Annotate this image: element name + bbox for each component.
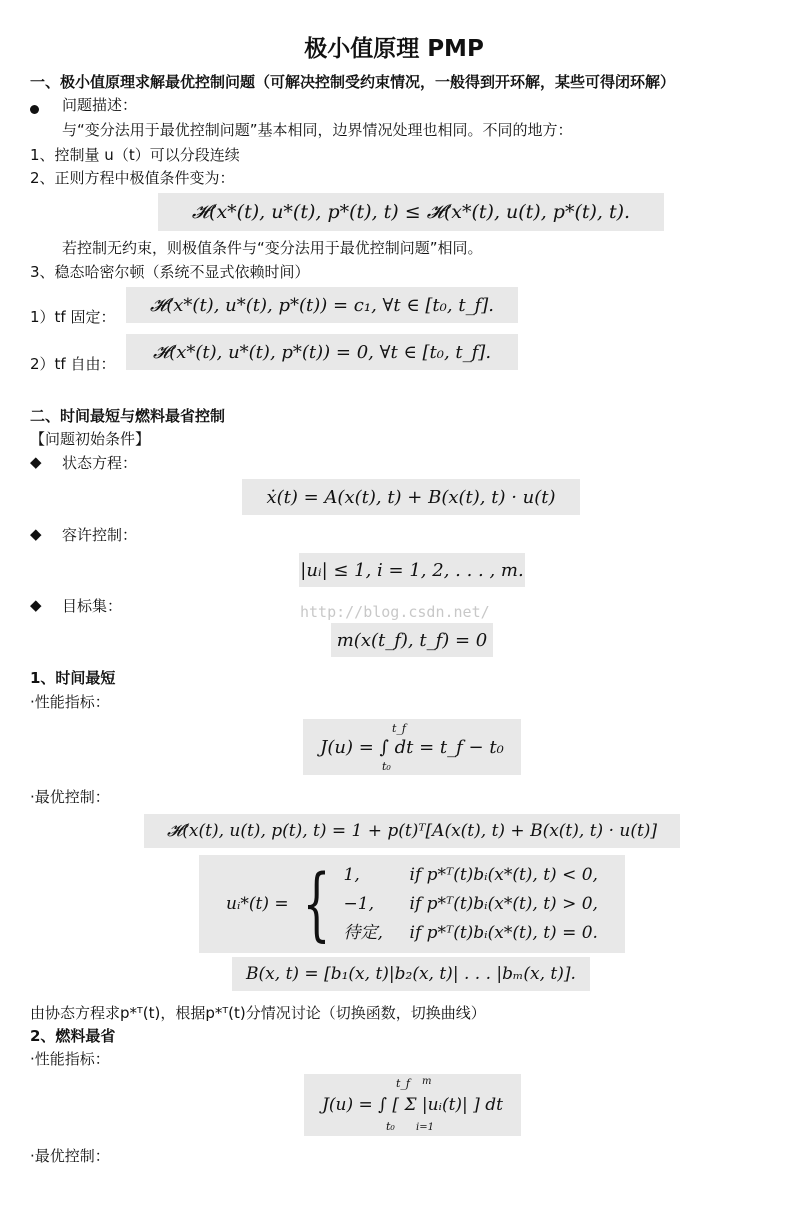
diamond-bullet-icon: ◆ [30,525,42,543]
item-2: 2、正则方程中极值条件变为： [30,169,235,187]
eq-time-performance-text: J(u) = ∫ dt = t_f − t₀ [320,736,504,758]
diamond-bullet-icon: ◆ [30,596,42,614]
eq-hamiltonian: 𝓗(x(t), u(t), p(t), t) = 1 + p(t)ᵀ[A(x(t), t) + B(x(t), t) · u(t)] [144,814,680,848]
initial-conditions-bracket: 【问题初始条件】 [30,430,151,448]
item-3: 3、稳态哈密尔顿（系统不显式依赖时间） [30,263,310,281]
case-row [344,890,598,919]
unconstrained-note: 若控制无约束，则极值条件与“变分法用于最优控制问题”相同。 [62,239,483,257]
admissible-control-label: 容许控制： [62,526,138,544]
fuel-performance-index-label: ·性能指标： [30,1050,110,1068]
case-condition: if p*ᵀ(t)bᵢ(x*(t), t) < 0, [409,864,598,885]
case-row [344,861,598,890]
eq-fuel-performance [304,1074,521,1136]
problem-desc-label: 问题描述： [62,96,138,114]
eq-B-matrix: B(x, t) = [b₁(x, t)|b₂(x, t)| . . . |bₘ(x, t)]. [232,957,590,991]
eq-target-set: m(x(t_f), t_f) = 0 [331,623,493,657]
watermark: http://blog.csdn.net/ [300,603,490,621]
eq-fuel-performance-text: J(u) = ∫ [ Σ |uᵢ(t)| ] dt [322,1095,503,1115]
case-value: 1, [343,864,360,885]
optimal-control-label: ·最优控制： [30,788,110,806]
cases-lhs: uᵢ*(t) = [226,894,289,914]
eq-state: ẋ(t) = A(x(t), t) + B(x(t), t) · u(t) [242,479,580,515]
bullet-dot-icon [30,99,39,118]
case-row [344,919,598,948]
tf-fixed-label: 1）tf 固定： [30,308,116,326]
eq-tf-fixed: 𝓗(x*(t), u*(t), p*(t)) = c₁, ∀t ∈ [t₀, t_f]. [126,287,518,323]
time-optimal-heading: 1、时间最短 [30,669,116,687]
sum-upper-limit: m [422,1076,432,1087]
item-1: 1、控制量 u（t）可以分段连续 [30,146,240,164]
sum-lower-limit: i=1 [416,1122,434,1133]
section2-heading: 二、时间最短与燃料最省控制 [30,407,226,425]
diamond-bullet-icon: ◆ [30,453,42,471]
eq-time-performance [303,719,521,775]
case-condition: if p*ᵀ(t)bᵢ(x*(t), t) > 0, [409,893,598,914]
eq-extremum-condition: 𝓗(x*(t), u*(t), p*(t), t) ≤ 𝓗(x*(t), u(t), p*(t), t). [158,193,664,231]
page-title: 极小值原理 PMP [304,36,484,62]
fuel-integral-lower-limit: t₀ [386,1120,395,1133]
eq-admissible: |uᵢ| ≤ 1, i = 1, 2, . . . , m. [299,553,525,587]
case-value: 待定, [343,922,383,943]
fuel-optimal-heading: 2、燃料最省 [30,1027,116,1045]
problem-desc-text: 与“变分法用于最优控制问题”基本相同，边界情况处理也相同。不同的地方： [62,121,573,139]
eq-tf-free: 𝓗(x*(t), u*(t), p*(t)) = 0, ∀t ∈ [t₀, t_f]. [126,334,518,370]
fuel-optimal-control-label: ·最优控制： [30,1147,110,1165]
tf-free-label: 2）tf 自由： [30,355,116,373]
target-set-label: 目标集： [62,597,123,615]
case-value: −1, [343,893,375,914]
left-brace-icon: { [302,857,331,950]
eq-optimal-control-cases [199,855,625,953]
integral-upper-limit: t_f [392,722,406,735]
cases-block [344,861,598,948]
state-eq-label: 状态方程： [62,454,138,472]
section1-heading: 一、极小值原理求解最优控制问题（可解决控制受约束情况，一般得到开环解，某些可得闭环解） [30,73,676,91]
integral-lower-limit: t₀ [382,760,391,773]
performance-index-label: ·性能指标： [30,693,110,711]
case-condition: if p*ᵀ(t)bᵢ(x*(t), t) = 0. [409,922,598,943]
fuel-integral-upper-limit: t_f [396,1077,410,1090]
costate-text: 由协态方程求p*ᵀ(t)，根据p*ᵀ(t)分情况讨论（切换函数，切换曲线） [30,1004,486,1022]
